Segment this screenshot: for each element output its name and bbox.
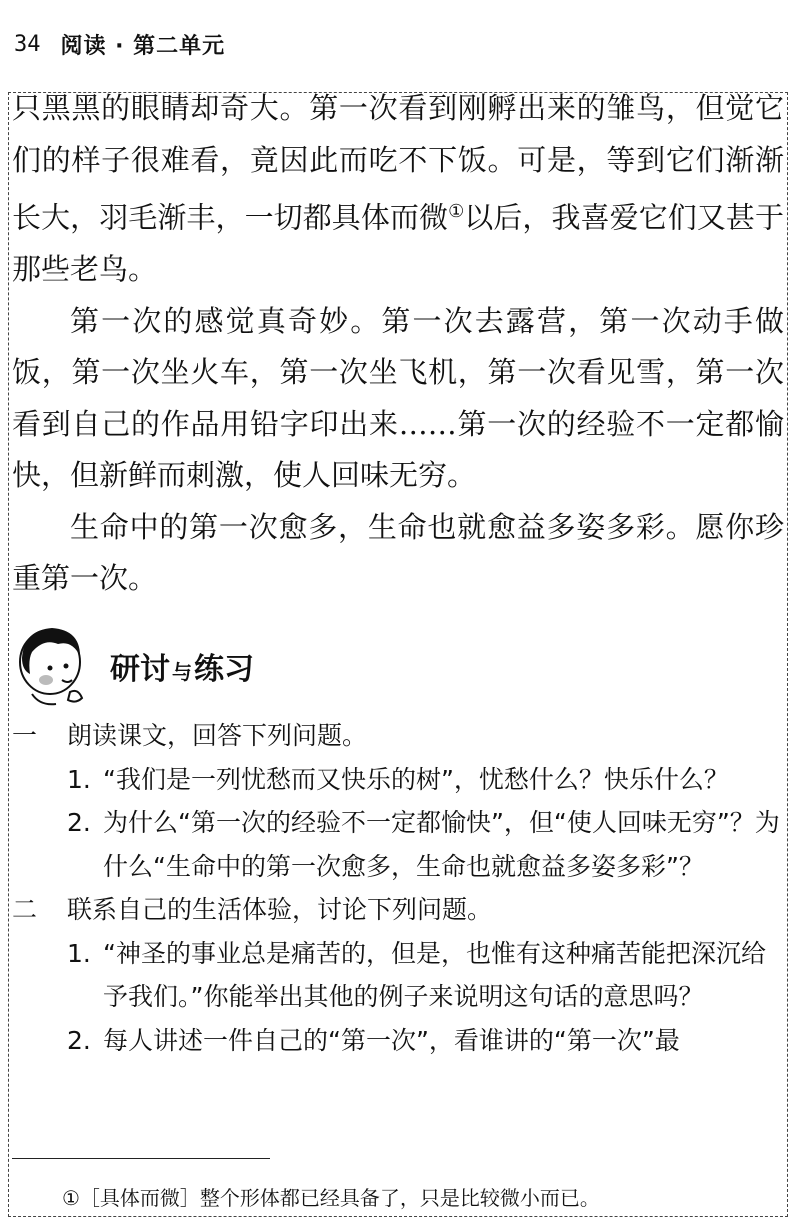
paragraph-3: 生命中的第一次愈多，生命也就愈益多姿多彩。愿你珍重第一次。 bbox=[12, 509, 784, 596]
body-text bbox=[12, 83, 784, 605]
exercise-section-header bbox=[10, 618, 410, 713]
question-1-1: 1. “我们是一列忧愁而又快乐的树”，忧愁什么？快乐什么？ bbox=[67, 764, 729, 794]
question-2: 二 联系自己的生活体验，讨论下列问题。 bbox=[12, 895, 493, 924]
footnote: ①［具体而微］整个形体都已经具备了，只是比较微小而已。 bbox=[62, 1186, 600, 1210]
footnote-ref: ① bbox=[448, 201, 465, 222]
paragraph-1: 只黑黑的眼睛却奇大。第一次看到刚孵出来的雏鸟，但觉它们的样子很难看，竟因此而吃不下饭。可是，等到它们渐渐长大，羽毛渐丰，一切都具体而微①以后，我喜爱它们又甚于那些老鸟。 bbox=[12, 91, 784, 287]
section-heading: 阅读 · 第二单元 bbox=[60, 33, 226, 59]
question-1: 一 朗读课文，回答下列问题。 bbox=[12, 721, 368, 750]
paragraph-2: 第一次的感觉真奇妙。第一次去露营，第一次动手做饭，第一次坐火车，第一次坐飞机，第一次看见雪，第一次看到自己的作品用铅字印出来……第一次的经验不一定都愉快，但新鲜而刺激，使人回味无穷。 bbox=[12, 303, 784, 493]
footnote-divider bbox=[12, 1158, 270, 1159]
exercise-title: 研讨 与练习 bbox=[110, 652, 254, 687]
page-number: 34 bbox=[14, 31, 41, 57]
question-2-1: 1. “神圣的事业总是痛苦的，但是，也惟有这种痛苦能把深沉给予我们。”你能举出其他的例子来说明这句话的意思吗？ bbox=[67, 938, 766, 1011]
page-header bbox=[14, 24, 225, 64]
question-1-2: 2. 为什么“第一次的经验不一定都愉快”，但“使人回味无穷”？为什么“生命中的第一次愈多，生命也就愈益多姿多彩”？ bbox=[67, 808, 780, 881]
girl-illustration bbox=[10, 618, 102, 710]
question-2-2: 2. 每人讲述一件自己的“第一次”，看谁讲的“第一次”最 bbox=[67, 1025, 680, 1055]
exercise-list bbox=[12, 714, 792, 1062]
